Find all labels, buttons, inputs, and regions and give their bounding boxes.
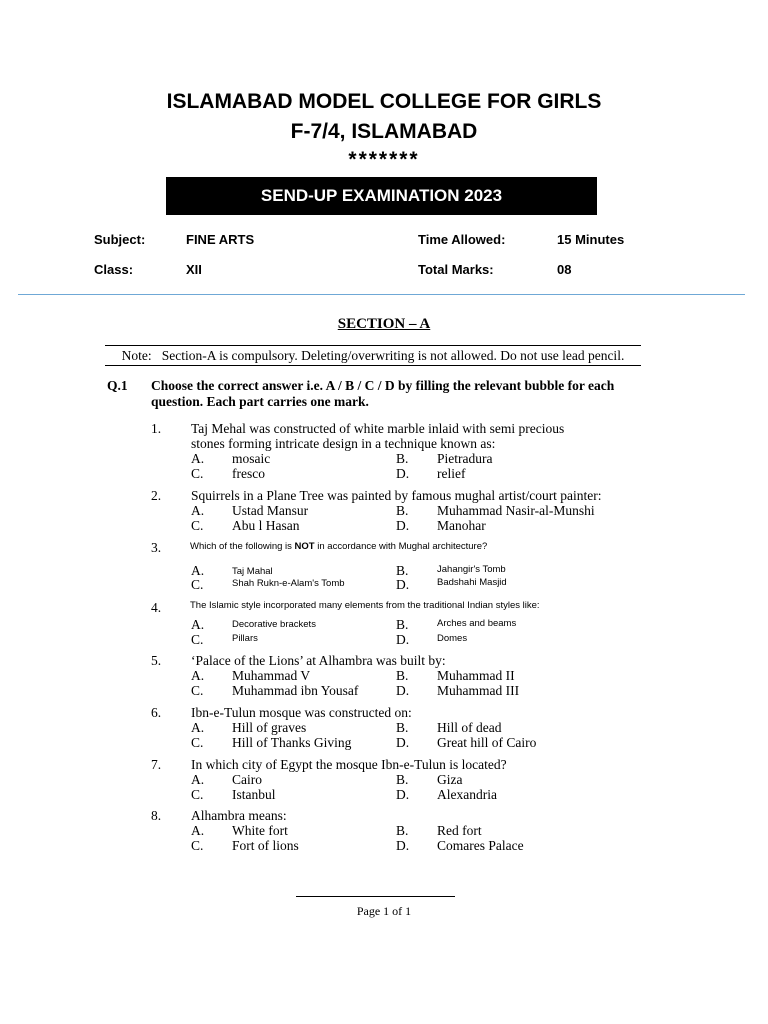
- mcq-5-option-b-letter: B.: [396, 668, 409, 683]
- mcq-3-text: [190, 541, 487, 552]
- mcq-2-option-c-letter: C.: [191, 518, 204, 533]
- subject-value: FINE ARTS: [186, 232, 255, 247]
- mcq-7-option-b-letter: B.: [396, 772, 409, 787]
- mcq-2-option-b-letter: B.: [396, 503, 409, 518]
- mcq-1-option-a-letter: A.: [191, 451, 205, 466]
- mcq-3-option-d[interactable]: Badshahi Masjid: [437, 577, 507, 588]
- class-value: XII: [186, 262, 202, 277]
- header-divider: [18, 294, 745, 295]
- mcq-1-text: Taj Mehal was constructed of white marble inlaid with semi precious: [191, 421, 565, 436]
- mcq-7-option-b[interactable]: Giza: [437, 772, 463, 787]
- mcq-3-number: 3.: [151, 540, 162, 555]
- mcq-7-option-d-letter: D.: [396, 787, 410, 802]
- college-name: ISLAMABAD MODEL COLLEGE FOR GIRLS: [166, 90, 602, 113]
- mcq-8-option-d[interactable]: Comares Palace: [437, 838, 524, 853]
- mcq-4-number: 4.: [151, 600, 162, 615]
- mcq-5-number: 5.: [151, 653, 162, 668]
- question-instruction-line2: question. Each part carries one mark.: [151, 394, 369, 409]
- mcq-1-option-d-letter: D.: [396, 466, 410, 481]
- mcq-3-option-b-letter: B.: [396, 563, 409, 578]
- mcq-1-option-d[interactable]: relief: [437, 466, 466, 481]
- mcq-8-option-c-letter: C.: [191, 838, 204, 853]
- mcq-1-option-a[interactable]: mosaic: [232, 451, 271, 466]
- mcq-6-option-c[interactable]: Hill of Thanks Giving: [232, 735, 352, 750]
- mcq-6-option-d[interactable]: Great hill of Cairo: [437, 735, 537, 750]
- mcq-4-option-a[interactable]: Decorative brackets: [232, 619, 316, 630]
- total-marks-value: 08: [557, 262, 572, 277]
- mcq-8-number: 8.: [151, 808, 162, 823]
- mcq-6-option-b-letter: B.: [396, 720, 409, 735]
- mcq-1-option-c-letter: C.: [191, 466, 204, 481]
- mcq-8-option-b-letter: B.: [396, 823, 409, 838]
- mcq-3-option-d-letter: D.: [396, 577, 410, 592]
- mcq-4-option-b[interactable]: Arches and beams: [437, 618, 517, 629]
- time-allowed-value: 15 Minutes: [557, 232, 625, 247]
- mcq-7-option-c-letter: C.: [191, 787, 204, 802]
- mcq-5-text: ‘Palace of the Lions’ at Alhambra was built by:: [191, 653, 446, 668]
- mcq-2-text: Squirrels in a Plane Tree was painted by famous mughal artist/court painter:: [191, 488, 602, 503]
- mcq-3-option-b[interactable]: Jahangir's Tomb: [437, 564, 506, 575]
- question-instruction-line1: Choose the correct answer i.e. A / B / C / D by filling the relevant bubble for each: [151, 378, 615, 393]
- mcq-8-text: Alhambra means:: [191, 808, 287, 823]
- mcq-1-option-c[interactable]: fresco: [232, 466, 265, 481]
- section-title: [0, 316, 768, 333]
- mcq-4-option-c-letter: C.: [191, 632, 204, 647]
- mcq-1-option-b-letter: B.: [396, 451, 409, 466]
- mcq-3-option-c[interactable]: Shah Rukn-e-Alam's Tomb: [232, 578, 345, 589]
- mcq-4-option-b-letter: B.: [396, 617, 409, 632]
- mcq-4-option-d-letter: D.: [396, 632, 410, 647]
- mcq-6-number: 6.: [151, 705, 162, 720]
- mcq-5-option-d[interactable]: Muhammad III: [437, 683, 520, 698]
- mcq-2-option-d-letter: D.: [396, 518, 410, 533]
- mcq-5-option-a[interactable]: Muhammad V: [232, 668, 311, 683]
- college-address: F-7/4, ISLAMABAD: [290, 120, 478, 143]
- mcq-7-number: 7.: [151, 757, 162, 772]
- mcq-8-option-c[interactable]: Fort of lions: [232, 838, 299, 853]
- mcq-7-option-c[interactable]: Istanbul: [232, 787, 276, 802]
- note-box: [105, 345, 641, 366]
- mcq-1-text-line2: stones forming intricate design in a technique known as:: [191, 436, 496, 451]
- mcq-3-text-emphasis: NOT: [294, 541, 315, 552]
- section-title-text: SECTION – A: [337, 316, 431, 332]
- mcq-1-option-b[interactable]: Pietradura: [437, 451, 493, 466]
- note-text: Note: Section-A is compulsory. Deleting/overwriting is not allowed. Do not use lead pencil.: [121, 347, 625, 363]
- exam-title: SEND-UP EXAMINATION 2023: [260, 186, 503, 205]
- mcq-6-option-d-letter: D.: [396, 735, 410, 750]
- mcq-5-option-c-letter: C.: [191, 683, 204, 698]
- mcq-8-option-a[interactable]: White fort: [232, 823, 288, 838]
- mcq-7-text: In which city of Egypt the mosque Ibn-e-Tulun is located?: [191, 757, 507, 772]
- mcq-8-option-a-letter: A.: [191, 823, 205, 838]
- mcq-2-option-d[interactable]: Manohar: [437, 518, 486, 533]
- mcq-3-option-a[interactable]: Taj Mahal: [232, 566, 273, 577]
- time-allowed-label: Time Allowed:: [418, 232, 506, 247]
- mcq-3-text-post: in accordance with Mughal architecture?: [314, 541, 488, 552]
- mcq-5-option-c[interactable]: Muhammad ibn Yousaf: [232, 683, 359, 698]
- mcq-8-option-d-letter: D.: [396, 838, 410, 853]
- mcq-4-option-c[interactable]: Pillars: [232, 633, 258, 644]
- mcq-6-option-a-letter: A.: [191, 720, 205, 735]
- mcq-4-option-d[interactable]: Domes: [437, 633, 468, 644]
- mcq-6-option-a[interactable]: Hill of graves: [232, 720, 307, 735]
- mcq-4-text: The Islamic style incorporated many elements from the traditional Indian styles like:: [190, 600, 540, 611]
- mcq-2-number: 2.: [151, 488, 162, 503]
- mcq-7-option-d[interactable]: Alexandria: [437, 787, 497, 802]
- mcq-7-option-a-letter: A.: [191, 772, 205, 787]
- total-marks-label: Total Marks:: [418, 262, 494, 277]
- mcq-1-number: 1.: [151, 421, 162, 436]
- mcq-3-option-c-letter: C.: [191, 577, 204, 592]
- mcq-6-option-c-letter: C.: [191, 735, 204, 750]
- class-label: Class:: [94, 262, 134, 277]
- question-number: Q.1: [107, 378, 128, 393]
- mcq-2-option-c[interactable]: Abu l Hasan: [232, 518, 300, 533]
- mcq-6-text: Ibn-e-Tulun mosque was constructed on:: [191, 705, 412, 720]
- mcq-7-option-a[interactable]: Cairo: [232, 772, 262, 787]
- footer-divider: [296, 896, 455, 897]
- mcq-8-option-b[interactable]: Red fort: [437, 823, 482, 838]
- mcq-5-option-b[interactable]: Muhammad II: [437, 668, 515, 683]
- mcq-6-option-b[interactable]: Hill of dead: [437, 720, 502, 735]
- mcq-2-option-b[interactable]: Muhammad Nasir-al-Munshi: [437, 503, 595, 518]
- mcq-5-option-d-letter: D.: [396, 683, 410, 698]
- page-number: Page 1 of 1: [356, 904, 412, 918]
- mcq-3-text-pre: Which of the following is: [190, 541, 295, 552]
- mcq-5-option-a-letter: A.: [191, 668, 205, 683]
- exam-banner: [166, 177, 597, 215]
- mcq-3-option-a-letter: A.: [191, 563, 205, 578]
- star-divider: *******: [348, 148, 420, 171]
- mcq-2-option-a[interactable]: Ustad Mansur: [232, 503, 309, 518]
- mcq-4-option-a-letter: A.: [191, 617, 205, 632]
- subject-label: Subject:: [94, 232, 146, 247]
- mcq-2-option-a-letter: A.: [191, 503, 205, 518]
